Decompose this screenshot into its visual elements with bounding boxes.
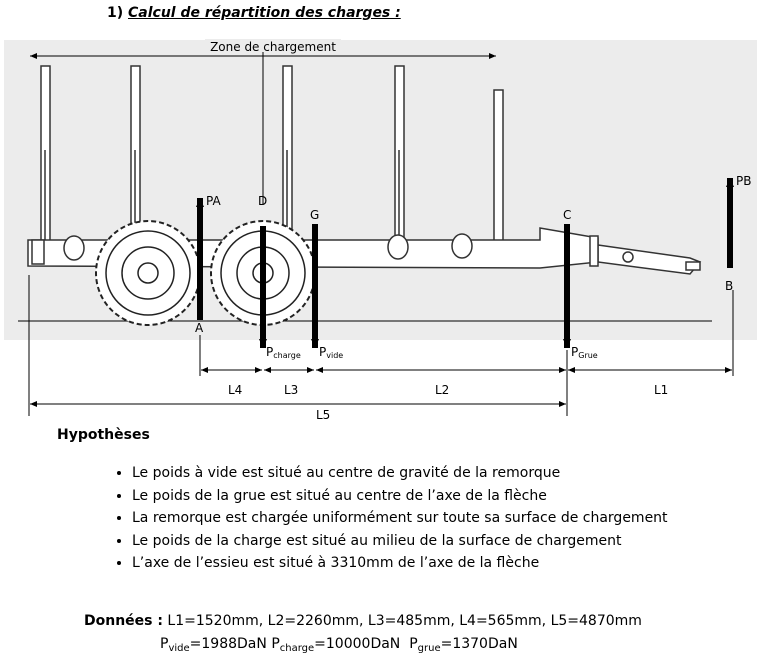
dimension-label-L2: L2 — [435, 383, 450, 397]
label-PB: PB — [736, 174, 752, 188]
p-grue-symbol: P — [409, 636, 418, 652]
donnees-label: Données : — [84, 613, 163, 629]
p-grue-subscript: grue — [417, 643, 441, 654]
donnees-line-2 — [160, 636, 518, 654]
loading-zone-label: Zone de chargement — [210, 40, 336, 54]
hypothesis-item: • Le poids à vide est situé au centre de gravité de la remorque — [132, 462, 692, 485]
dimension-label-L4: L4 — [228, 383, 243, 397]
hypotheses-list — [106, 462, 692, 575]
p-grue-value: =1370DaN — [440, 636, 518, 652]
dimension-label-L1: L1 — [654, 383, 669, 397]
hypothesis-item: • Le poids de la charge est situé au milieu de la surface de chargement — [132, 530, 692, 553]
label-PA: PA — [206, 194, 221, 208]
section-number: 1) — [107, 5, 124, 21]
wheel-front — [96, 221, 200, 325]
hypothesis-item: • L’axe de l’essieu est situé à 3310mm de l’axe de la flèche — [132, 552, 692, 575]
stakes — [41, 66, 503, 246]
label-G: G — [310, 208, 320, 222]
label-A: A — [195, 321, 204, 335]
donnees-line-1 — [84, 613, 642, 629]
hypothesis-item: • La remorque est chargée uniformément sur toute sa surface de chargement — [132, 507, 692, 530]
label-P-charge: Pcharge — [266, 345, 301, 360]
hypotheses-title: Hypothèses — [57, 427, 150, 443]
label-P-grue: PGrue — [571, 345, 598, 360]
p-vide-value: =1988DaN — [189, 636, 272, 652]
label-B: B — [725, 279, 734, 293]
label-P-vide: Pvide — [319, 345, 344, 360]
label-D: D — [258, 194, 268, 208]
p-charge-symbol: P — [271, 636, 280, 652]
dimension-label-L3: L3 — [284, 383, 299, 397]
section-title-text: Calcul de répartition des charges : — [128, 5, 401, 21]
p-charge-value: =10000DaN — [314, 636, 405, 652]
hypothesis-item: • Le poids de la grue est situé au centre de l’axe de la flèche — [132, 485, 692, 508]
donnees-lengths: L1=1520mm, L2=2260mm, L3=485mm, L4=565mm, L5=4870mm — [167, 613, 642, 629]
dimension-label-L5: L5 — [316, 408, 331, 422]
p-vide-subscript: vide — [168, 643, 190, 654]
p-charge-subscript: charge — [279, 643, 315, 654]
p-vide-symbol: P — [160, 636, 169, 652]
label-C: C — [563, 208, 572, 222]
